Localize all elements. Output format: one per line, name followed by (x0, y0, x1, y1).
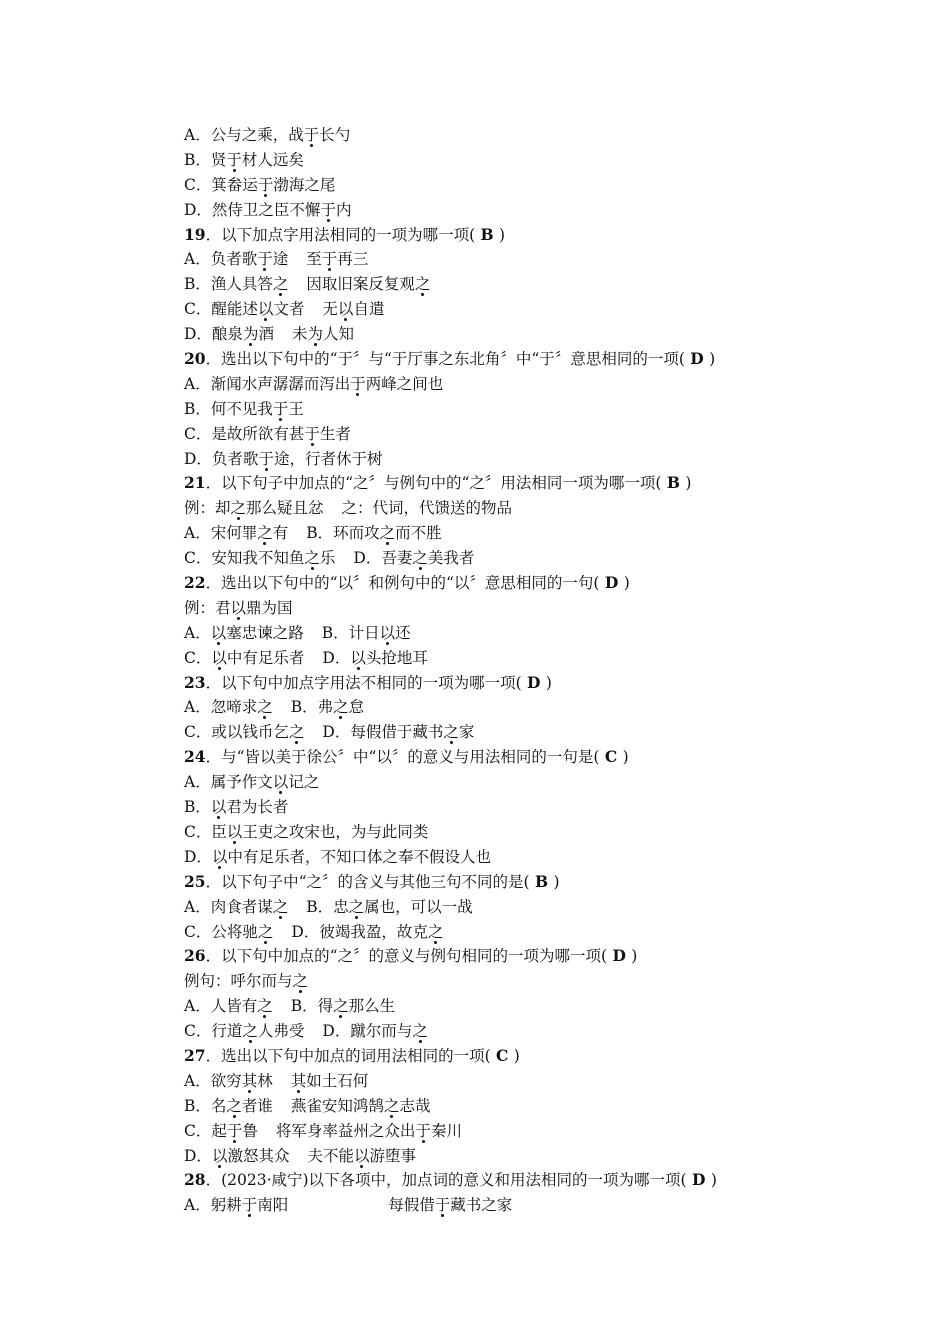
text-segment: 塞忠谏之路 (226, 623, 304, 642)
dotted-char: 以 (210, 623, 227, 642)
text-segment: 美我者 (427, 549, 475, 568)
text-segment: 之：代词，代馈送的物品 (341, 499, 513, 518)
question-21-line (184, 471, 884, 496)
text-segment: D．蹴尔而与 (322, 1022, 413, 1041)
dotted-char: 以 (379, 623, 396, 642)
text-segment: ) (709, 350, 716, 369)
dotted-char: 于 (304, 424, 320, 443)
text-segment: A．欲穷 (184, 1071, 242, 1090)
text-segment: ．以下句中加点字用法不相同的一项为哪一项( (205, 673, 522, 692)
text-line (184, 646, 884, 671)
text-segment: 至 (306, 250, 322, 269)
dotted-char: 之 (292, 972, 309, 991)
dotted-char: 之 (272, 275, 289, 294)
dotted-char: 于 (272, 399, 289, 418)
text-segment: D．吾妻 (353, 549, 413, 568)
text-line (184, 297, 884, 322)
text-line (184, 521, 884, 546)
text-segment: 人知 (323, 325, 355, 344)
dotted-char: 于 (257, 175, 274, 194)
text-segment: 途，行者休于树 (273, 449, 383, 468)
text-segment: 中有足乐者 (226, 648, 305, 667)
text-segment: 例：君 (184, 598, 231, 617)
text-segment: 王吏之攻宋也，为与此同类 (242, 822, 429, 841)
text-segment: ．以下句中加点的“之〞的意义与例句相同的一项为哪一项( (205, 947, 608, 966)
text-line (184, 820, 884, 845)
dotted-char: 之 (414, 275, 431, 294)
text-segment: 自遣 (353, 300, 385, 319)
text-segment: 者谁 (241, 1096, 273, 1115)
dotted-char: 于 (303, 126, 320, 144)
text-segment: 生者 (319, 424, 351, 443)
dotted-char: 于 (226, 150, 242, 169)
text-segment: ) (631, 947, 638, 966)
text-line (184, 496, 884, 521)
text-segment: 渤海之尾 (273, 175, 336, 194)
text-line (184, 920, 884, 945)
text-segment: 志哉 (399, 1096, 431, 1115)
text-segment: A．宋何罪 (184, 524, 258, 543)
dotted-char: 以 (210, 798, 227, 817)
dotted-char: 之 (242, 1022, 258, 1041)
dotted-char: 以 (257, 300, 274, 319)
dotted-char: 以 (226, 822, 243, 841)
text-segment: ) (545, 673, 552, 692)
text-segment: B．环而攻 (306, 524, 380, 543)
answer-letter: D (607, 946, 632, 966)
text-segment: 例：却 (184, 499, 231, 518)
text-segment: C．箕畚运 (184, 175, 258, 194)
text-segment: 属也，可以一战 (364, 897, 473, 916)
answer-letter: D (599, 573, 624, 593)
text-segment: 文者 (273, 300, 305, 319)
text-segment: 长勺 (319, 126, 351, 144)
dotted-char: 以 (272, 773, 289, 792)
text-segment: C．安知我不知鱼 (184, 549, 305, 568)
text-segment: 家 (458, 723, 475, 742)
text-segment: 夫不能 (307, 1146, 354, 1165)
dotted-char: 于 (415, 1121, 431, 1140)
text-line (184, 422, 884, 447)
text-line (184, 1193, 884, 1218)
text-segment: ．选出以下句中加点的词用法相同的一项( (205, 1046, 491, 1065)
answer-letter: C (490, 1045, 514, 1065)
text-segment: ) (710, 1171, 717, 1190)
question-number: 27 (184, 1045, 206, 1065)
text-line (184, 895, 884, 920)
text-line (184, 969, 884, 994)
text-segment: D． (184, 1146, 212, 1165)
question-22-line (184, 571, 884, 596)
text-segment: ．与“皆以美于徐公〞中“以〞的意义与用法相同的一句是( (205, 748, 600, 767)
text-segment: 那么生 (348, 997, 396, 1016)
answer-letter: B (661, 473, 686, 493)
dotted-char: 之 (348, 897, 365, 916)
dotted-char: 其 (290, 1071, 307, 1090)
dotted-char: 于 (434, 1196, 451, 1215)
text-line (184, 596, 884, 621)
text-segment: ) (623, 574, 630, 593)
text-segment: 头抢地耳 (365, 648, 428, 667)
text-segment: B．贤 (184, 150, 227, 169)
answer-letter: D (521, 672, 546, 692)
question-document (184, 123, 884, 1218)
text-segment: D．每假借于藏书 (322, 723, 444, 742)
question-number: 23 (184, 672, 206, 692)
text-segment: 记之 (288, 773, 320, 792)
question-number: 22 (184, 573, 206, 593)
question-25-line (184, 870, 884, 895)
question-number: 26 (184, 946, 206, 966)
text-segment: A．负者歌 (184, 250, 258, 269)
text-segment: ) (499, 225, 506, 244)
text-segment: B． (184, 798, 211, 817)
question-number: 20 (184, 349, 206, 369)
dotted-char: 其 (241, 1071, 258, 1090)
text-segment: 而不胜 (395, 524, 442, 543)
text-line (184, 546, 884, 571)
text-segment: 将军身率益州之众出 (275, 1121, 416, 1140)
text-segment: B．名 (184, 1096, 227, 1115)
question-23-line (184, 671, 884, 696)
text-segment: 有 (272, 524, 289, 543)
text-segment: ．选出以下句中的“于〞与“于厅事之东北角〞中“于〞意思相同的一项( (205, 350, 685, 369)
text-segment: ．以下句子中加点的“之〞与例句中的“之〞用法相同一项为哪一项( (205, 474, 662, 493)
dotted-char: 以 (350, 648, 366, 667)
text-segment: 两峰之间也 (365, 374, 444, 393)
text-line (184, 621, 884, 646)
dotted-char: 于 (241, 1196, 258, 1215)
answer-letter: D (684, 349, 710, 369)
dotted-char: 之 (288, 723, 305, 742)
text-segment: B．计日 (321, 623, 380, 642)
text-line (184, 198, 884, 223)
dotted-char: 于 (257, 250, 273, 269)
text-segment: A．公与之乘，战 (184, 126, 304, 144)
text-line (184, 1144, 884, 1169)
text-segment: 人弗受 (257, 1022, 305, 1041)
text-segment: A．渐闻水声潺潺而泻出 (184, 374, 351, 393)
text-segment: 酒 (258, 325, 274, 344)
text-segment: A． (184, 623, 211, 642)
text-segment: 乐 (319, 549, 336, 568)
text-segment: ．选出以下句中的“以〞和例句中的“以〞意思相同的一句( (205, 574, 600, 593)
text-line (184, 770, 884, 795)
text-segment: A．躬耕 (184, 1196, 242, 1215)
answer-letter: B (529, 871, 554, 891)
text-segment: ．以下句子中“之〞的含义与其他三句不同的是( (205, 872, 530, 891)
dotted-char: 以 (211, 1146, 228, 1165)
text-segment: D．酿泉 (184, 325, 243, 344)
dotted-char: 以 (337, 300, 354, 319)
dotted-char: 以 (211, 648, 227, 667)
text-line (184, 173, 884, 198)
question-number: 24 (184, 747, 206, 767)
text-segment: C．臣 (184, 822, 227, 841)
dotted-char: 之 (257, 524, 273, 543)
text-segment: C．行道 (184, 1022, 243, 1041)
question-19-line (184, 223, 884, 248)
text-segment: 藏书之家 (450, 1196, 513, 1215)
text-segment: B．得 (290, 997, 334, 1016)
question-number: 19 (184, 224, 206, 244)
dotted-char: 之 (304, 549, 320, 568)
dotted-char: 于 (350, 374, 366, 393)
dotted-char: 之 (383, 1096, 400, 1115)
dotted-char: 之 (230, 499, 247, 518)
text-line (184, 447, 884, 472)
text-line (184, 1069, 884, 1094)
text-segment: 燕雀安知鸿鹄 (290, 1096, 384, 1115)
dotted-char: 之 (333, 997, 349, 1016)
dotted-char: 之 (412, 549, 428, 568)
question-26-line (184, 944, 884, 969)
text-segment: 内 (335, 200, 352, 219)
text-segment: A．肉食者谋 (184, 897, 273, 916)
question-number: 28 (184, 1170, 206, 1190)
text-segment: 那么疑且忿 (246, 499, 324, 518)
text-segment: D． (184, 847, 212, 866)
text-segment: 如土石何 (306, 1071, 369, 1090)
dotted-char: 为 (242, 325, 259, 344)
text-segment: C．公将驰 (184, 922, 258, 941)
text-line (184, 322, 884, 347)
text-segment: 怠 (348, 698, 365, 717)
text-segment: C． (184, 648, 212, 667)
text-line (184, 720, 884, 745)
text-line (184, 1094, 884, 1119)
text-segment: 无 (322, 300, 338, 319)
text-segment: ) (622, 748, 629, 767)
text-segment: 鲁 (242, 1121, 258, 1140)
dotted-char: 之 (412, 1022, 428, 1041)
text-segment: ) (513, 1046, 520, 1065)
dotted-char: 之 (427, 922, 444, 941)
dotted-char: 之 (226, 1096, 242, 1115)
text-line (184, 247, 884, 272)
text-segment: 激怒其众 (227, 1146, 290, 1165)
text-segment: 再三 (337, 250, 369, 269)
text-line (184, 994, 884, 1019)
text-segment: 途 (272, 250, 289, 269)
answer-letter: B (475, 224, 500, 244)
dotted-char: 以 (211, 847, 228, 866)
text-line (184, 1019, 884, 1044)
text-segment: 王 (288, 399, 304, 418)
question-20-line (184, 347, 884, 372)
question-24-line (184, 745, 884, 770)
text-segment: A．人皆有 (184, 997, 258, 1016)
text-segment: D． (322, 648, 351, 667)
dotted-char: 于 (320, 200, 336, 219)
text-segment: ) (685, 474, 692, 493)
text-line (184, 397, 884, 422)
text-segment: 材人远矣 (241, 150, 304, 169)
text-segment: A．忽啼求 (184, 698, 258, 717)
text-segment: 未 (291, 325, 308, 344)
dotted-char: 之 (443, 723, 459, 742)
dotted-char: 之 (379, 524, 396, 543)
dotted-char: 于 (258, 449, 274, 468)
text-line (184, 1119, 884, 1144)
text-segment: ．以下加点字用法相同的一项为哪一项( (205, 225, 476, 244)
dotted-char: 之 (272, 897, 289, 916)
text-segment: 还 (395, 623, 411, 642)
text-segment: 君为长者 (226, 798, 289, 817)
text-segment: B．何不见我 (184, 399, 273, 418)
dotted-char: 以 (230, 598, 247, 617)
text-segment: ．(2023·咸宁)以下各项中，加点词的意义和用法相同的一项为哪一项( (205, 1171, 687, 1190)
question-27-line (184, 1044, 884, 1069)
text-line (184, 845, 884, 870)
text-segment: C．醒能述 (184, 300, 258, 319)
dotted-char: 于 (226, 1121, 243, 1140)
text-segment: D．彼竭我盈，故克 (291, 922, 428, 941)
text-segment: 每假借 (388, 1196, 435, 1215)
text-line (184, 148, 884, 173)
text-segment: 因取旧案反复观 (306, 275, 415, 294)
text-line (184, 123, 884, 148)
text-segment: 游堕事 (369, 1146, 417, 1165)
text-segment: C．或以钱币乞 (184, 723, 289, 742)
dotted-char: 之 (333, 698, 349, 717)
text-segment: C．起 (184, 1121, 227, 1140)
dotted-char: 之 (257, 698, 273, 717)
answer-letter: C (599, 747, 623, 767)
text-segment: D．然侍卫之臣不懈 (184, 200, 321, 219)
text-segment: B．渔人具答 (184, 275, 273, 294)
text-segment: 例句：呼尔而与 (184, 972, 293, 991)
text-segment: 中有足乐者，不知口体之奉不假设人也 (227, 847, 491, 866)
question-number: 21 (184, 473, 206, 493)
text-segment: C．是故所欲有甚 (184, 424, 305, 443)
answer-letter: D (686, 1170, 711, 1190)
text-line (184, 372, 884, 397)
text-segment: 秦川 (430, 1121, 462, 1140)
text-line (184, 695, 884, 720)
text-segment: D．负者歌 (184, 449, 259, 468)
question-number: 25 (184, 871, 206, 891)
text-segment: B．忠 (306, 897, 349, 916)
text-segment: ) (553, 872, 560, 891)
question-28-line (184, 1168, 884, 1193)
text-segment: 鼎为国 (246, 598, 293, 617)
text-line (184, 795, 884, 820)
text-segment: 林 (257, 1071, 273, 1090)
text-segment: A．属予作文 (184, 773, 273, 792)
dotted-char: 于 (321, 250, 338, 269)
text-line (184, 272, 884, 297)
dotted-char: 以 (353, 1146, 370, 1165)
text-segment: B．弗 (290, 698, 334, 717)
text-segment: 南阳 (257, 1196, 289, 1215)
dotted-char: 为 (307, 325, 323, 344)
dotted-char: 之 (257, 922, 274, 941)
dotted-char: 之 (257, 997, 273, 1016)
